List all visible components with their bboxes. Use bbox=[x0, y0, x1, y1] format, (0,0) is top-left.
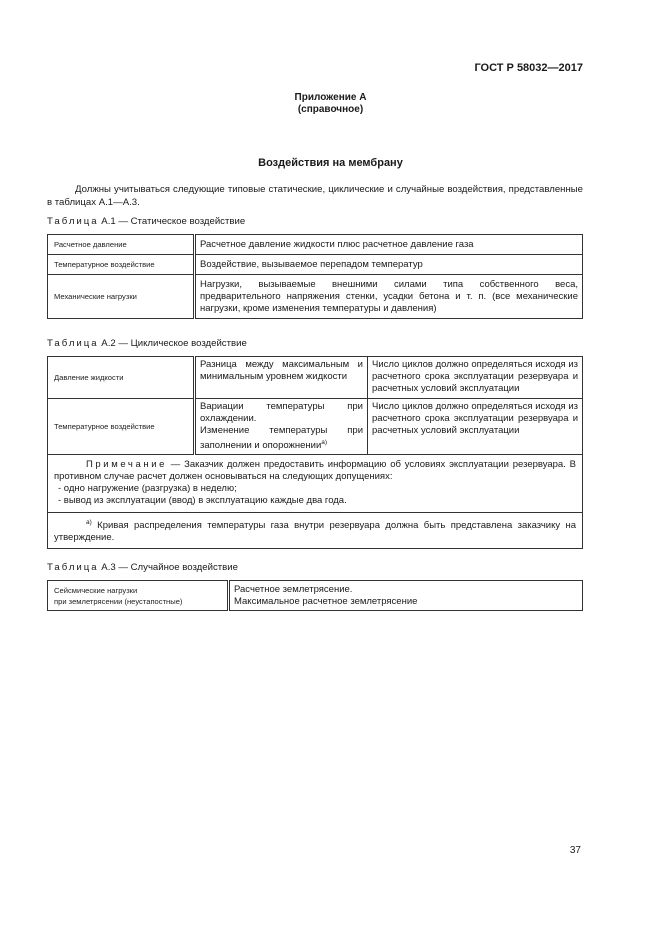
table-a1-caption bbox=[47, 216, 245, 227]
table-a2-row2-label: Температурное воздействие bbox=[48, 399, 195, 455]
footnote-ref: а) bbox=[321, 439, 328, 446]
note-paragraph bbox=[54, 459, 576, 483]
table-a1-caption-word: Таблица bbox=[47, 216, 99, 227]
table-a2-row2-col2-line1: Вариации температуры при охлаждении. bbox=[200, 401, 363, 424]
table-a2-row1-col3: Число циклов должно определяться исходя из расчетного срока эксплуатации резервуара и расчетных условий эксплуатации bbox=[368, 357, 583, 399]
table-a1-row3-text: Нагрузки, вызываемые внешними силами типа собственного веса, предварительного напряжения стенки, усадки бетона и т. п. (все механические нагрузки, кроме изменения температуры и давления) bbox=[195, 275, 583, 319]
table-a3-text-line2: Максимальное расчетное землетрясение bbox=[234, 595, 418, 607]
table-a3-text-line1: Расчетное землетрясение. bbox=[234, 583, 353, 595]
note-word: Примечание bbox=[86, 459, 167, 471]
table-a2-note bbox=[48, 455, 583, 513]
table-a2 bbox=[47, 356, 583, 549]
table-a2-row1-label: Давление жидкости bbox=[48, 357, 195, 399]
table-a2-row2-col3: Число циклов должно определяться исходя из расчетного срока эксплуатации резервуара и расчетных условий эксплуатации bbox=[368, 399, 583, 455]
table-row bbox=[48, 399, 583, 455]
table-a2-row2-col2-line2 bbox=[200, 425, 363, 452]
table-a2-row2-col2-text: Изменение температуры при заполнении и опорожнении bbox=[200, 425, 363, 452]
table-row bbox=[48, 357, 583, 399]
footnote-mark: а) bbox=[86, 519, 92, 527]
footnote-text: Кривая распределения температуры газа внутри резервуара должна быть представлена заказчику на утверждение. bbox=[54, 520, 576, 544]
table-row bbox=[48, 255, 583, 275]
section-title: Воздействия на мембрану bbox=[258, 157, 403, 169]
table-a1-row1-label: Расчетное давление bbox=[48, 235, 195, 255]
table-a1-row3-label: Механические нагрузки bbox=[48, 275, 195, 319]
table-a3-label-line2: при землетрясении (неустапостные) bbox=[54, 596, 183, 606]
table-a2-caption bbox=[47, 338, 247, 349]
table-row bbox=[48, 235, 583, 255]
table-a3-label-line1: Сейсмические нагрузки bbox=[54, 585, 138, 595]
table-a1-row2-text: Воздействие, вызываемое перепадом температур bbox=[195, 255, 583, 275]
table-a3-caption bbox=[47, 562, 238, 573]
page-number: 37 bbox=[569, 845, 581, 856]
footnote-paragraph bbox=[54, 517, 576, 544]
appendix-type: (справочное) bbox=[297, 104, 364, 115]
table-row bbox=[48, 455, 583, 513]
table-a3 bbox=[47, 580, 583, 611]
table-a3-caption-text: А.3 — Случайное воздействие bbox=[98, 562, 238, 573]
table-row bbox=[48, 275, 583, 319]
intro-paragraph: Должны учитываться следующие типовые статические, циклические и случайные воздействия, представленные в таблицах А.1—А.3. bbox=[47, 184, 583, 208]
note-text: — Заказчик должен предоставить информацию об условиях эксплуатации резервуара. В противном случае расчет должен основываться на следующих допущениях: bbox=[54, 459, 576, 483]
table-a1-row2-label: Температурное воздействие bbox=[48, 255, 195, 275]
note-item-1: - одно нагружение (разгрузка) в неделю; bbox=[58, 483, 237, 495]
table-a2-caption-word: Таблица bbox=[47, 338, 99, 349]
note-item-2: - вывод из эксплуатации (ввод) в эксплуатацию каждые два года. bbox=[58, 495, 347, 507]
table-a2-row2-col2 bbox=[195, 399, 368, 455]
table-a2-footnote bbox=[48, 513, 583, 549]
table-row bbox=[48, 513, 583, 549]
table-a1-caption-text: А.1 — Статическое воздействие bbox=[98, 216, 246, 227]
appendix-title: Приложение А bbox=[294, 92, 367, 103]
table-a1-row1-text: Расчетное давление жидкости плюс расчетное давление газа bbox=[195, 235, 583, 255]
table-a2-row1-col2: Разница между максимальным и минимальным уровнем жидкости bbox=[195, 357, 368, 399]
document-number: ГОСТ Р 58032—2017 bbox=[474, 62, 583, 74]
table-a3-label bbox=[48, 581, 229, 611]
table-a3-caption-word: Таблица bbox=[47, 562, 99, 573]
table-row bbox=[48, 581, 583, 611]
table-a1 bbox=[47, 234, 583, 319]
table-a2-caption-text: А.2 — Циклическое воздействие bbox=[98, 338, 247, 349]
table-a3-text bbox=[229, 581, 583, 611]
